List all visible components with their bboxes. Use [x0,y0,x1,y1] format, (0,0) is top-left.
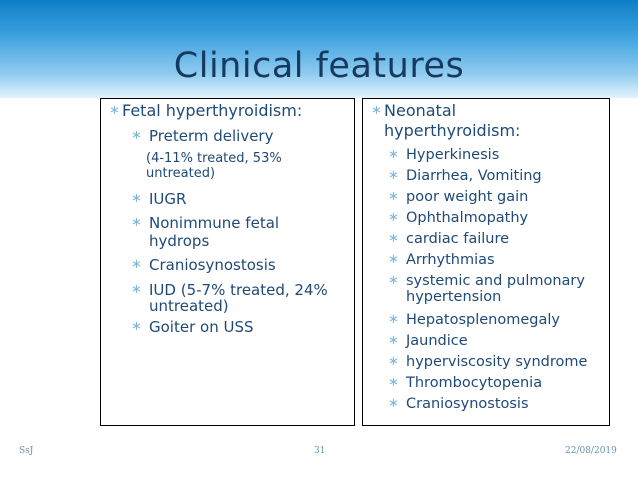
list-item-text: Goiter on USS [149,318,254,336]
bullet-icon: ∗ [388,252,399,267]
bullet-icon: ∗ [131,282,142,297]
list-item [131,256,276,274]
list-item [388,312,560,329]
list-item-text: Hyperkinesis [406,147,500,163]
list-item-text: IUGR [149,190,187,208]
left-heading-text: Fetal hyperthyroidism: [122,101,303,120]
right-heading [371,101,457,121]
list-item-text: Ophthalmopathy [406,210,529,226]
list-item-text: Preterm delivery [149,127,274,145]
list-item [388,396,529,413]
list-item-text: Craniosynostosis [149,256,276,274]
bullet-icon: ∗ [388,312,399,327]
list-item [131,214,280,232]
bullet-icon: ∗ [388,333,399,348]
bullet-icon: ∗ [109,103,120,118]
list-item [388,252,495,269]
list-item [388,147,500,164]
bullet-icon: ∗ [388,375,399,390]
bullet-icon: ∗ [388,354,399,369]
list-item [388,231,510,248]
list-item-text: Arrhythmias [406,252,495,268]
bullet-icon: ∗ [388,189,399,204]
list-item [131,318,254,336]
list-item-continuation: hypertension [406,289,502,305]
list-item [388,354,588,371]
bullet-icon: ∗ [371,103,382,118]
right-heading-line2: hyperthyroidism: [384,121,521,140]
bullet-icon: ∗ [131,257,142,272]
bullet-icon: ∗ [131,191,142,206]
bullet-icon: ∗ [388,168,399,183]
list-item-text: Craniosynostosis [406,396,529,412]
fetal-hyperthyroidism-box [100,98,355,426]
list-item-note: untreated) [146,166,216,181]
list-item-text: Hepatosplenomegaly [406,312,560,328]
bullet-icon: ∗ [131,128,142,143]
list-item [131,190,187,208]
bullet-icon: ∗ [388,210,399,225]
list-item-text: IUD (5-7% treated, 24% [149,281,328,299]
list-item [388,375,543,392]
list-item-text: Diarrhea, Vomiting [406,168,542,184]
list-item-text: cardiac failure [406,231,510,247]
list-item [388,210,529,227]
neonatal-hyperthyroidism-box [362,98,610,426]
slide-title: Clinical features [173,46,465,86]
bullet-icon: ∗ [388,273,399,288]
list-item-text: poor weight gain [406,189,529,205]
list-item [388,273,585,290]
list-item [388,168,542,185]
list-item-note: (4-11% treated, 53% [146,151,282,166]
list-item-text: Thrombocytopenia [406,375,543,391]
bullet-icon: ∗ [131,215,142,230]
bullet-icon: ∗ [388,396,399,411]
footer-page-number: 31 [314,446,326,456]
list-item [388,333,468,350]
list-item-continuation: untreated) [149,297,229,315]
bullet-icon: ∗ [388,147,399,162]
list-item-text: systemic and pulmonary [406,273,585,289]
footer-author: SsJ [19,446,34,456]
left-heading [109,101,303,121]
list-item-text: Nonimmune fetal [149,214,280,232]
list-item-text: hyperviscosity syndrome [406,354,588,370]
list-item [388,189,529,206]
bullet-icon: ∗ [131,319,142,334]
bullet-icon: ∗ [388,231,399,246]
right-heading-line1: Neonatal [384,101,457,120]
footer-date: 22/08/2019 [565,446,617,456]
list-item [131,127,274,145]
list-item-continuation: hydrops [149,232,210,250]
list-item-text: Jaundice [406,333,468,349]
